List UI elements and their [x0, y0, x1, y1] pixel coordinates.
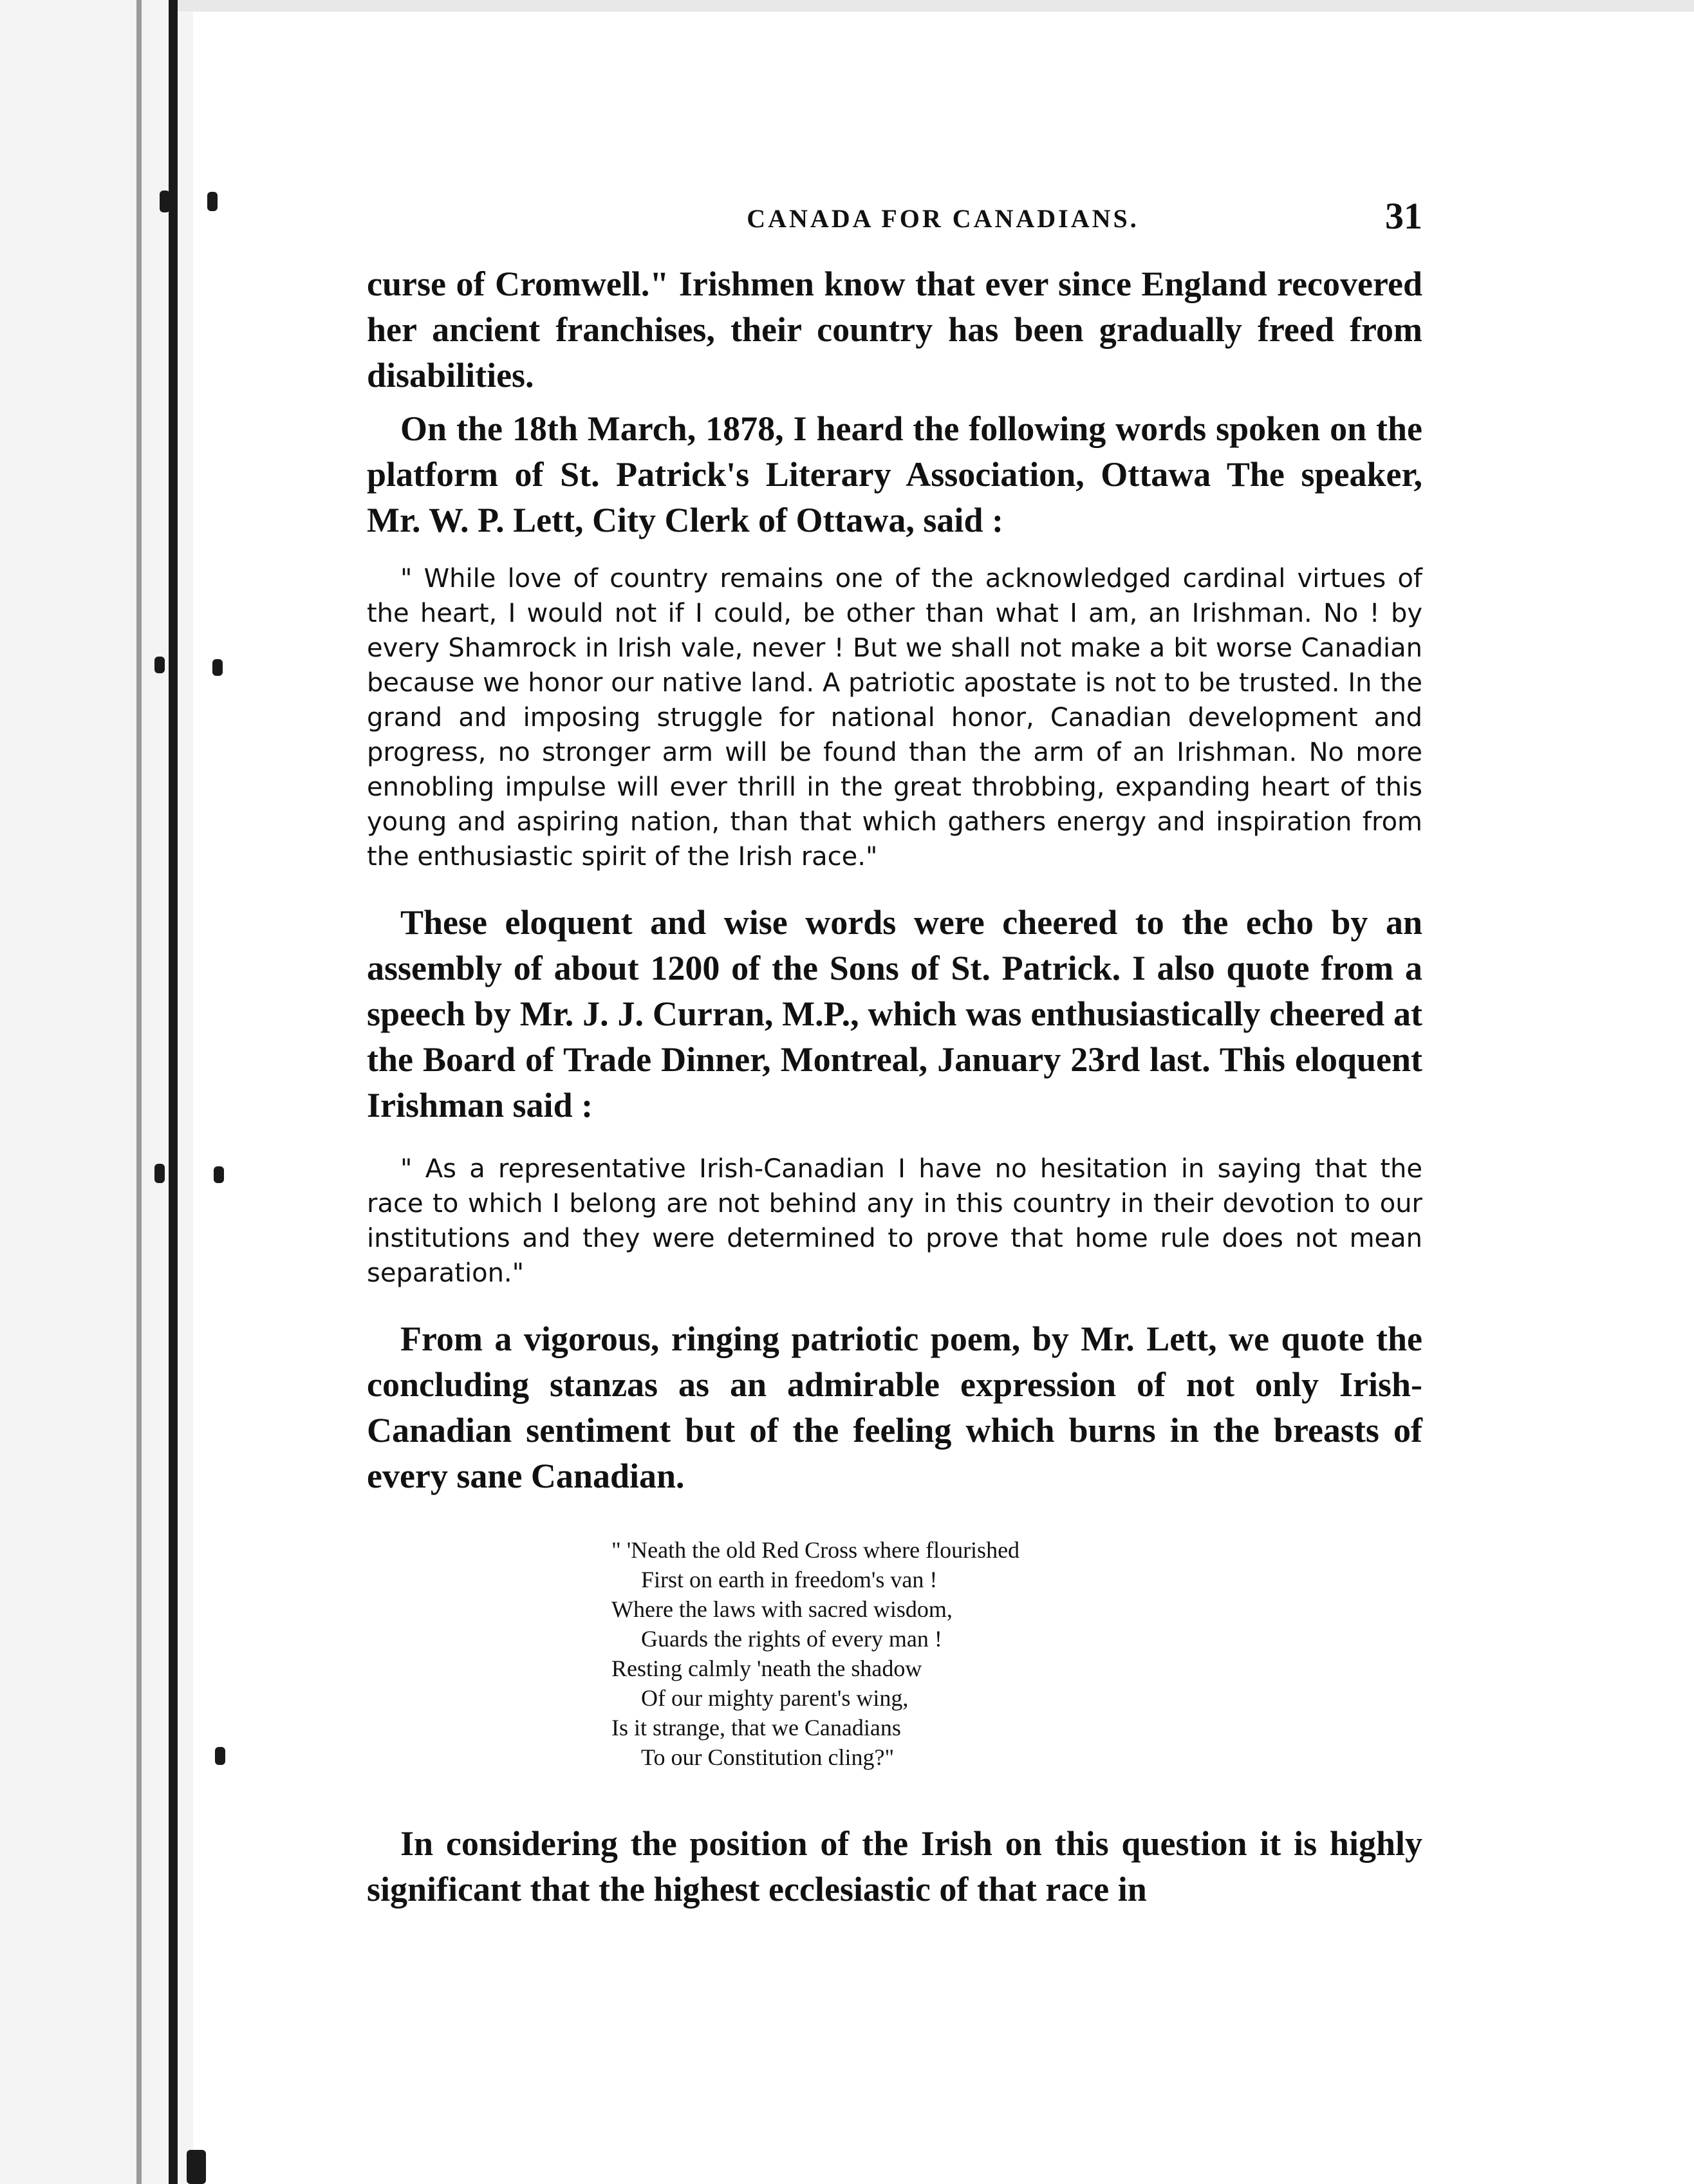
poem-line: Resting calmly 'neath the shadow: [611, 1656, 922, 1681]
paragraph-lett-introduction: On the 18th March, 1878, I heard the following words spoken on the platform of St. Patrick's Literary Association, Ottawa The speaker, Mr. W. P. Lett, City Clerk of Ottawa, said :: [367, 409, 1422, 539]
poem-line: Of our mighty parent's wing,: [641, 1685, 909, 1711]
binding-mark: [214, 1166, 224, 1183]
poem-line: Guards the rights of every man !: [641, 1626, 942, 1652]
binding-mark: [215, 1747, 225, 1765]
binding-mark: [154, 1164, 165, 1183]
running-head: [367, 193, 1422, 245]
poem-line: To our Constitution cling?": [641, 1744, 895, 1770]
page-binding: [0, 0, 193, 2184]
paragraph-irish-position: In considering the position of the Irish on this question it is highly significant that the highest ecclesiastic of that race in: [367, 1824, 1422, 1909]
running-title: CANADA FOR CANADIANS.: [747, 204, 1139, 233]
binding-shadow-line: [136, 0, 142, 2184]
binding-mark: [212, 659, 223, 676]
quotation-lett: " While love of country remains one of the acknowledged cardinal virtues of the heart, I would not if I could, be other than what I am, an Irishman. No ! by every Shamrock in Irish vale, never ! But we shall not make a bit worse Canadian because we honor our native land. A patriotic apostate is not to be trusted. In the grand and imposing struggle for national honor, Canadian development and progress, no stronger arm will be found than the arm of an Irishman. No more ennobling impulse will ever thrill in the great throbbing, expanding heart of this young and aspiring nation, than that which gathers energy and inspiration from the enthusiastic spirit of the Irish race.": [367, 564, 1422, 872]
quotation-curran: " As a representative Irish-Canadian I have no hesitation in saying that the race to which I belong are not behind any in this country in their devotion to our institutions and they were determined to prove that home rule does not mean separation.": [367, 1154, 1422, 1288]
poem-line: Where the laws with sacred wisdom,: [611, 1596, 953, 1622]
poem-line: Is it strange, that we Canadians: [611, 1715, 901, 1741]
paragraph-continuation: curse of Cromwell." Irishmen know that ever since England recovered her ancient franchises, their country has been gradually freed from disabilities.: [367, 265, 1422, 395]
poem-stanza: [611, 1535, 1422, 1772]
binding-mark: [160, 191, 170, 212]
book-page: [367, 193, 1422, 1912]
page-edge-line: [169, 0, 178, 2184]
poem-line: " 'Neath the old Red Cross where flourished: [611, 1537, 1020, 1563]
binding-mark: [187, 2150, 206, 2184]
binding-mark: [207, 192, 218, 211]
poem-line: First on earth in freedom's van !: [641, 1567, 938, 1592]
page-top-edge: [178, 0, 1694, 12]
paragraph-curran-introduction: These eloquent and wise words were cheered to the echo by an assembly of about 1200 of the Sons of St. Patrick. I also quote from a speech by Mr. J. J. Curran, M.P., which was enthusiastically cheered at the Board of Trade Dinner, Montreal, January 23rd last. This eloquent Irishman said :: [367, 903, 1422, 1125]
paragraph-poem-introduction: From a vigorous, ringing patriotic poem, by Mr. Lett, we quote the concluding stanzas as an admirable expression of not only Irish-Canadian sentiment but of the feeling which burns in the breasts of every sane Canadian.: [367, 1320, 1422, 1495]
binding-mark: [154, 657, 165, 673]
page-number: 31: [1385, 195, 1422, 237]
